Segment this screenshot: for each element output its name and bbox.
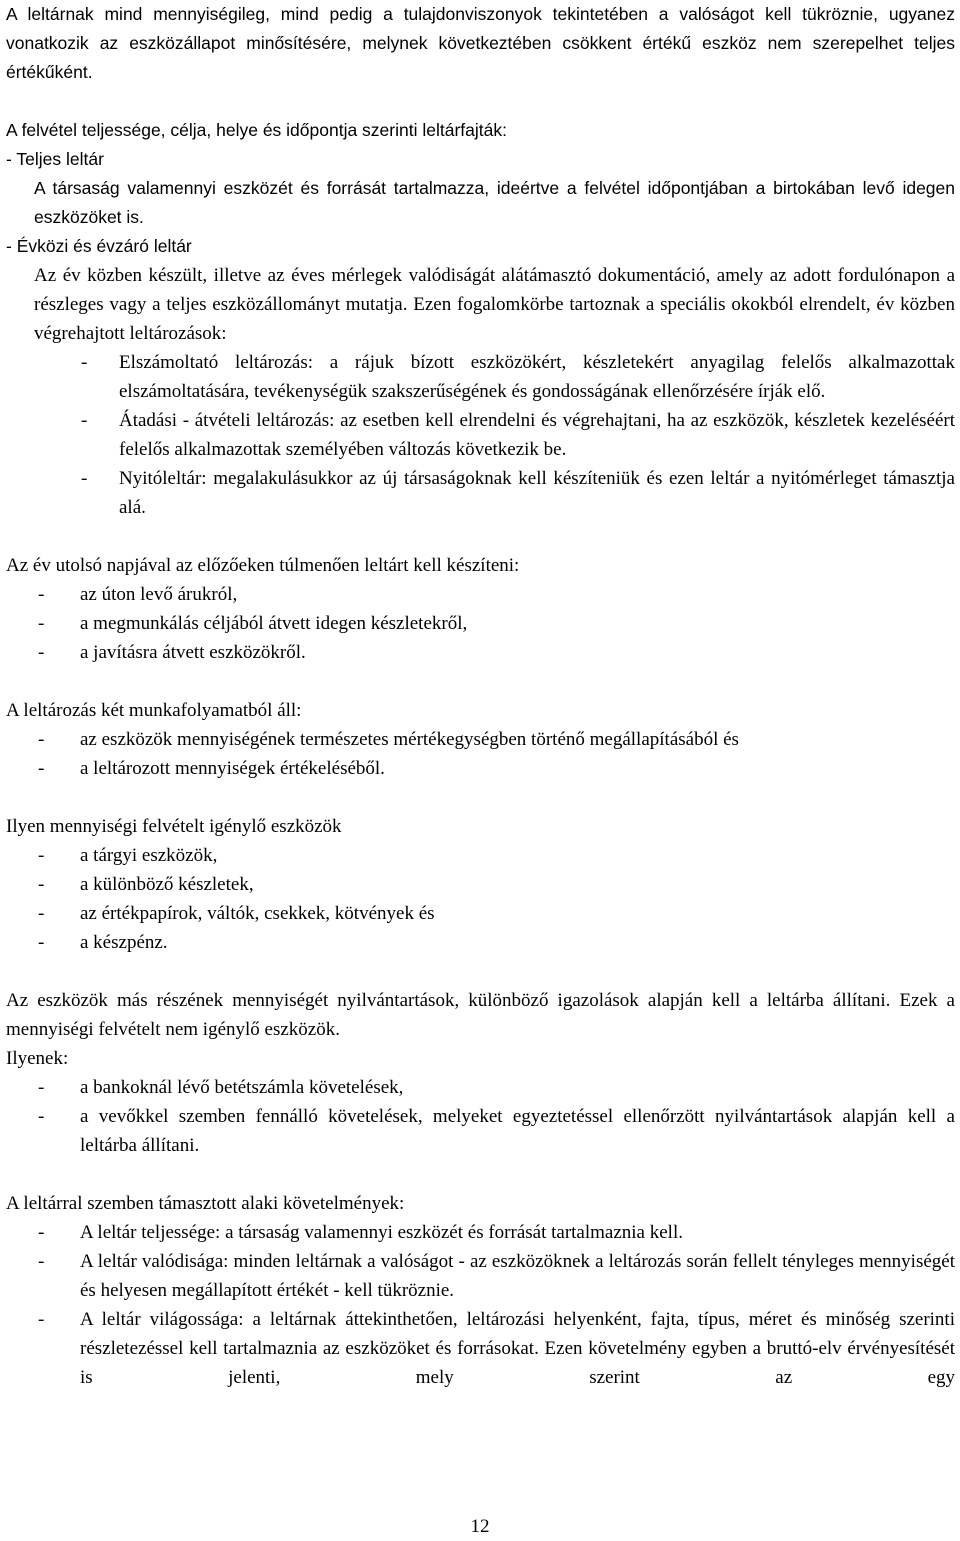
such-item-2: a vevőkkel szemben fennálló követelések, melyeket egyeztetéssel ellenőrzött nyilvántartások alapján kell a leltárba állítani. <box>80 1106 955 1156</box>
quant-item-2: a különböző készletek, <box>80 874 254 895</box>
quant-item-1: a tárgyi eszközök, <box>80 845 218 866</box>
dash: - <box>38 874 45 895</box>
list-item <box>6 899 955 928</box>
full-inventory-title: - Teljes leltár <box>6 149 104 169</box>
dash: - <box>38 1309 45 1330</box>
quant-item-4: a készpénz. <box>80 932 168 953</box>
lastday-intro: Az év utolsó napjával az előzőeken túlmenően leltárt kell készíteni: <box>6 555 520 576</box>
intro-paragraph: A leltárnak mind mennyiségileg, mind pedig a tulajdonviszonyok tekintetében a valóságot kell tükröznie, ugyanez vonatkozik az eszközállapot minősítésére, melynek következtében csökkent értékű eszköz nem szerepelhet teljes értékűként. <box>6 4 955 82</box>
dash: - <box>38 1222 45 1243</box>
list-item <box>6 870 955 899</box>
dash: - <box>38 1106 45 1127</box>
process-item-2: a leltározott mennyiségek értékeléséből. <box>80 758 385 779</box>
list-item <box>6 464 955 522</box>
dash: - <box>38 903 45 924</box>
list-item <box>6 841 955 870</box>
list-item <box>6 638 955 667</box>
dash: - <box>38 758 45 779</box>
such-item-1: a bankoknál lévő betétszámla követelések, <box>80 1077 404 1098</box>
quant-intro: Ilyen mennyiségi felvételt igénylő eszközök <box>6 816 342 837</box>
lastday-item-1: az úton levő árukról, <box>80 584 238 605</box>
dash: - <box>38 1251 45 1272</box>
list-item <box>6 1218 955 1247</box>
lastday-item-3: a javításra átvett eszközökről. <box>80 642 306 663</box>
list-item <box>6 1073 955 1102</box>
interim-item-3: Nyitóleltár: megalakulásukkor az új társaságoknak kell készíteniük és ezen leltár a nyitómérleget támasztja alá. <box>119 468 955 518</box>
page-number: 12 <box>470 1516 490 1537</box>
dash: - <box>38 584 45 605</box>
list-item <box>6 580 955 609</box>
list-item <box>6 406 955 464</box>
dash: - <box>81 410 88 431</box>
such-label: Ilyenek: <box>6 1048 69 1069</box>
dash: - <box>38 1077 45 1098</box>
list-item <box>6 1305 955 1392</box>
list-item <box>6 609 955 638</box>
types-intro: A felvétel teljessége, célja, helye és időpontja szerinti leltárfajták: <box>6 120 507 140</box>
dash: - <box>81 468 88 489</box>
list-item <box>6 348 955 406</box>
list-item <box>6 1247 955 1305</box>
interim-inventory-text: Az év közben készült, illetve az éves mérlegek valódiságát alátámasztó dokumentáció, amely az adott fordulónapon a részleges vagy a teljes eszközállományt mutatja. Ezen fogalomkörbe tartoznak a speciális okokból elrendelt, év közben végrehajtott leltározások: <box>34 265 955 344</box>
other-text: Az eszközök más részének mennyiségét nyilvántartások, különböző igazolások alapján kell a leltárba állítani. Ezek a mennyiségi felvételt nem igénylő eszközök. <box>6 990 955 1040</box>
dash: - <box>38 729 45 750</box>
process-item-1: az eszközök mennyiségének természetes mértékegységben történő megállapításából és <box>80 729 739 750</box>
process-intro: A leltározás két munkafolyamatból áll: <box>6 700 302 721</box>
list-item <box>6 928 955 957</box>
interim-inventory-title: - Évközi és évzáró leltár <box>6 236 192 256</box>
list-item <box>6 754 955 783</box>
dash: - <box>38 642 45 663</box>
lastday-item-2: a megmunkálás céljából átvett idegen készletekről, <box>80 613 468 634</box>
dash: - <box>38 932 45 953</box>
dash: - <box>38 613 45 634</box>
requirements-intro: A leltárral szemben támasztott alaki követelmények: <box>6 1193 405 1214</box>
interim-item-2: Átadási - átvételi leltározás: az esetben kell elrendelni és végrehajtani, ha az eszközök, készletek kezeléséért felelős alkalmazottak személyében változás következik be. <box>119 410 955 460</box>
quant-item-3: az értékpapírok, váltók, csekkek, kötvények és <box>80 903 435 924</box>
req-item-1: A leltár teljessége: a társaság valamennyi eszközét és forrását tartalmaznia kell. <box>80 1222 683 1243</box>
list-item <box>6 1102 955 1160</box>
dash: - <box>38 845 45 866</box>
list-item <box>6 725 955 754</box>
full-inventory-text: A társaság valamennyi eszközét és forrását tartalmazza, ideértve a felvétel időpontjában a birtokában levő idegen eszközöket is. <box>34 178 955 227</box>
dash: - <box>81 352 88 373</box>
req-item-3: A leltár világossága: a leltárnak áttekinthetően, leltározási helyenként, fajta, típus, méret és minőség szerinti részletezéssel kell tartalmaznia az eszközöket és forrásokat. Ezen követelmény egyben a bruttó-elv érvényesítését is jelenti, mely szerint az egy <box>80 1309 955 1388</box>
document-page <box>6 0 955 1392</box>
interim-item-1: Elszámoltató leltározás: a rájuk bízott eszközökért, készletekért anyagilag felelős alkalmazottak elszámoltatására, tevékenységük szakszerűségének és gondosságának ellenőrzésére írják elő. <box>119 352 955 402</box>
req-item-2: A leltár valódisága: minden leltárnak a valóságot - az eszközöknek a leltározás során fellelt tényleges mennyiségét és helyesen megállapított értékét - kell tükröznie. <box>80 1251 955 1301</box>
